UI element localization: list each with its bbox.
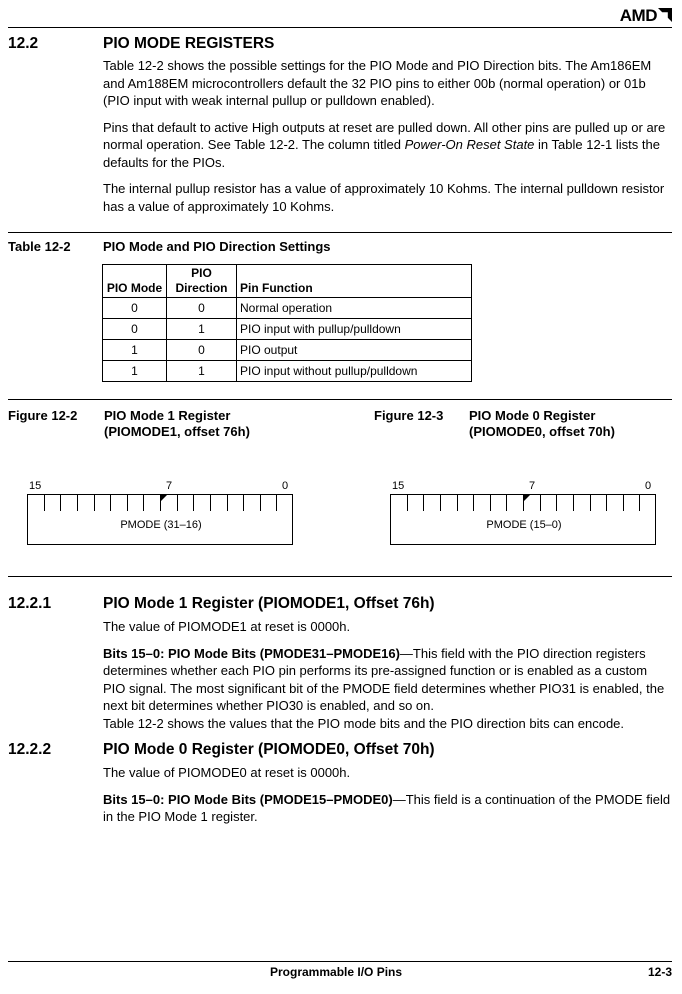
column-header: PIO Mode (103, 265, 167, 298)
bit-tick (260, 495, 261, 511)
bit-tick (193, 495, 194, 511)
bit-tick (177, 495, 178, 511)
bit-tick (606, 495, 607, 511)
page-number: 12-3 (647, 965, 672, 979)
register-field: PMODE (31–16) (120, 519, 202, 531)
section-title: PIO MODE REGISTERS (103, 35, 275, 52)
bit-tick (540, 495, 541, 511)
divider (8, 576, 672, 577)
bit-number: 7 (166, 480, 173, 492)
table-row: 1 0 PIO output (103, 340, 472, 361)
paragraph: The value of PIOMODE1 at reset is 0000h. (103, 619, 351, 634)
bit-number: 7 (529, 480, 536, 492)
table-row: 0 1 PIO input with pullup/pulldown (103, 319, 472, 340)
footer-title: Programmable I/O Pins (270, 965, 403, 979)
paragraph: Table 12-2 shows the values that the PIO mode bits and the PIO direction bits can encode. (103, 715, 625, 731)
paragraph: The value of PIOMODE0 at reset is 0000h. (103, 765, 351, 780)
bit-tick (243, 495, 244, 511)
bit-tick (590, 495, 591, 511)
bit-tick (457, 495, 458, 511)
subsection-body (103, 764, 673, 826)
figure-title: PIO Mode 0 Register (PIOMODE0, offset 70h) (469, 408, 615, 439)
bit-tick (407, 495, 408, 511)
bit-tick (94, 495, 95, 511)
register-box (390, 494, 656, 545)
bit-tick (210, 495, 211, 511)
section-body (103, 57, 673, 215)
bit-number: 15 (29, 480, 42, 492)
pio-settings-table (102, 264, 472, 382)
subsection-title: PIO Mode 1 Register (PIOMODE1, Offset 76h) (103, 595, 435, 612)
bit-tick (473, 495, 474, 511)
register-field: PMODE (15–0) (486, 519, 562, 531)
amd-arrow-icon (658, 8, 672, 22)
divider (8, 232, 672, 233)
bit-tick (127, 495, 128, 511)
subsection-number: 12.2.1 (8, 595, 52, 612)
paragraph: Table 12-2 shows the possible settings for the PIO Mode and PIO Direction bits. The Am186EM and Am188EM microcontrollers default the 32 PIO pins to either 00b (normal operation) or 01b (PIO input with weak internal pullup or pulldown enabled). (103, 58, 652, 108)
figure-label: Figure 12-3 (374, 408, 444, 423)
paragraph: The internal pullup resistor has a value of approximately 10 Kohms. The internal pulldown resistor has a value of approximately 10 Kohms. (103, 181, 665, 214)
header-rule (8, 27, 672, 28)
bit-tick (423, 495, 424, 511)
table-row: 0 0 Normal operation (103, 298, 472, 319)
register-box (27, 494, 293, 545)
bit-tick (143, 495, 144, 511)
subsection-body (103, 618, 673, 732)
bit-tick (227, 495, 228, 511)
column-header: Pin Function (237, 265, 472, 298)
divider (8, 399, 672, 400)
amd-logo: AMD (620, 6, 672, 26)
bit-number: 15 (392, 480, 405, 492)
paragraph: Pins that default to active High outputs at reset are pulled down. All other pins are pulled up or are normal operation. See Table 12-2. The column titled Power-On Reset State in Table 12-1 lists the defaults for the PIOs. (103, 119, 666, 170)
table-caption: PIO Mode and PIO Direction Settings (103, 239, 331, 254)
section-number: 12.2 (8, 35, 39, 52)
figure-label: Figure 12-2 (8, 408, 78, 423)
subsection-title: PIO Mode 0 Register (PIOMODE0, Offset 70h) (103, 741, 435, 758)
subsection-number: 12.2.2 (8, 741, 52, 758)
bit-tick (506, 495, 507, 511)
bit-boundary-marker (160, 495, 167, 502)
bit-tick (44, 495, 45, 511)
bit-tick (60, 495, 61, 511)
bit-tick (623, 495, 624, 511)
bit-tick (639, 495, 640, 511)
bit-tick (490, 495, 491, 511)
footer-rule (8, 961, 672, 962)
paragraph: Bits 15–0: PIO Mode Bits (PMODE15–PMODE0)—This field is a continuation of the PMODE field in the PIO Mode 1 register. (103, 791, 671, 824)
bit-tick (556, 495, 557, 511)
paragraph: Bits 15–0: PIO Mode Bits (PMODE31–PMODE16)—This field with the PIO direction registers determines whether each PIO pin performs its pre-assigned function or is enabled as a custom PIO signal. The most significant bit of the PMODE field determines whether PIO31 is enabled, the next bit determines whether PIO30 is enabled, and so on. (103, 645, 665, 713)
bit-tick (276, 495, 277, 511)
bit-tick (573, 495, 574, 511)
bit-tick (77, 495, 78, 511)
bit-tick (110, 495, 111, 511)
bit-boundary-marker (523, 495, 530, 502)
table-label: Table 12-2 (8, 239, 71, 254)
bit-number: 0 (645, 480, 652, 492)
figure-title: PIO Mode 1 Register (PIOMODE1, offset 76h) (104, 408, 250, 439)
bit-tick (440, 495, 441, 511)
bit-number: 0 (282, 480, 289, 492)
table-row: 1 1 PIO input without pullup/pulldown (103, 361, 472, 382)
column-header: PIO Direction (167, 265, 237, 298)
